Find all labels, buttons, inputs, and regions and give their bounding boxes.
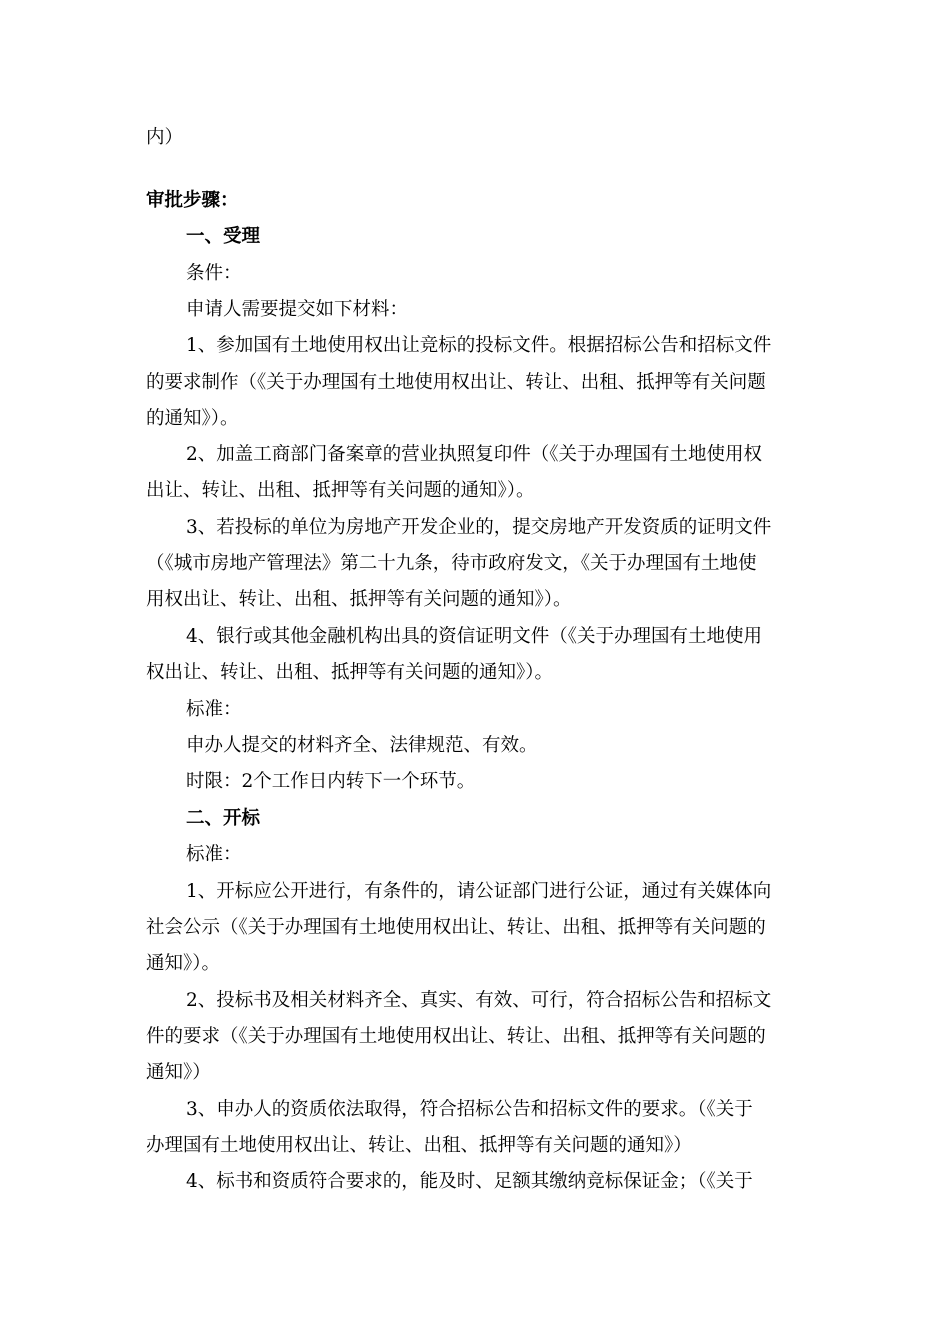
item-1-line-3: 的通知》）。 bbox=[146, 408, 239, 429]
item-1-line-1: 1、参加国有土地使用权出让竞标的投标文件。根据招标公告和招标文件 bbox=[186, 335, 772, 356]
item-3-line-2: （《城市房地产管理法》第二十九条，待市政府发文，《关于办理国有土地使 bbox=[146, 553, 757, 574]
section-heading: 审批步骤： bbox=[146, 190, 239, 211]
standard-text: 申办人提交的材料齐全、法律规范、有效。 bbox=[186, 735, 538, 756]
open-item-2-line-1: 2、投标书及相关材料齐全、真实、有效、可行，符合招标公告和招标文 bbox=[186, 990, 772, 1011]
item-3-line-3: 用权出让、转让、出租、抵押等有关问题的通知》）。 bbox=[146, 589, 572, 610]
open-item-2-line-3: 通知》） bbox=[146, 1062, 211, 1083]
item-4-line-2: 权出让、转让、出租、抵押等有关问题的通知》）。 bbox=[146, 662, 554, 683]
item-3-line-1: 3、若投标的单位为房地产开发企业的，提交房地产开发资质的证明文件 bbox=[186, 517, 772, 538]
continuation-line: 内） bbox=[146, 127, 184, 148]
open-item-1-line-1: 1、开标应公开进行，有条件的，请公证部门进行公证，通过有关媒体向 bbox=[186, 881, 772, 902]
open-item-4-line-1: 4、标书和资质符合要求的，能及时、足额其缴纳竞标保证金；（《关于 bbox=[186, 1171, 753, 1192]
item-2-line-2: 出让、转让、出租、抵押等有关问题的通知》）。 bbox=[146, 480, 535, 501]
open-item-2-line-2: 件的要求（《关于办理国有土地使用权出让、转让、出租、抵押等有关问题的 bbox=[146, 1026, 766, 1047]
conditions-label: 条件： bbox=[186, 263, 242, 284]
step-heading-bid-opening: 二、开标 bbox=[186, 808, 261, 829]
item-2-line-1: 2、加盖工商部门备案章的营业执照复印件（《关于办理国有土地使用权 bbox=[186, 444, 763, 465]
item-4-line-1: 4、银行或其他金融机构出具的资信证明文件（《关于办理国有土地使用 bbox=[186, 626, 763, 647]
standard-label: 标准： bbox=[186, 699, 242, 720]
step-heading-accept: 一、受理 bbox=[186, 226, 261, 247]
materials-intro: 申请人需要提交如下材料： bbox=[186, 299, 409, 320]
open-item-1-line-2: 社会公示（《关于办理国有土地使用权出让、转让、出租、抵押等有关问题的 bbox=[146, 917, 766, 938]
time-limit-text: 时限：2个工作日内转下一个环节。 bbox=[186, 771, 476, 792]
item-1-line-2: 的要求制作（《关于办理国有土地使用权出让、转让、出租、抵押等有关问题 bbox=[146, 372, 766, 393]
open-item-3-line-2: 办理国有土地使用权出让、转让、出租、抵押等有关问题的通知》） bbox=[146, 1135, 692, 1156]
open-item-1-line-3: 通知》）。 bbox=[146, 953, 221, 974]
standard-label-2: 标准： bbox=[186, 844, 242, 865]
open-item-3-line-1: 3、申办人的资质依法取得，符合招标公告和招标文件的要求。（《关于 bbox=[186, 1099, 753, 1120]
